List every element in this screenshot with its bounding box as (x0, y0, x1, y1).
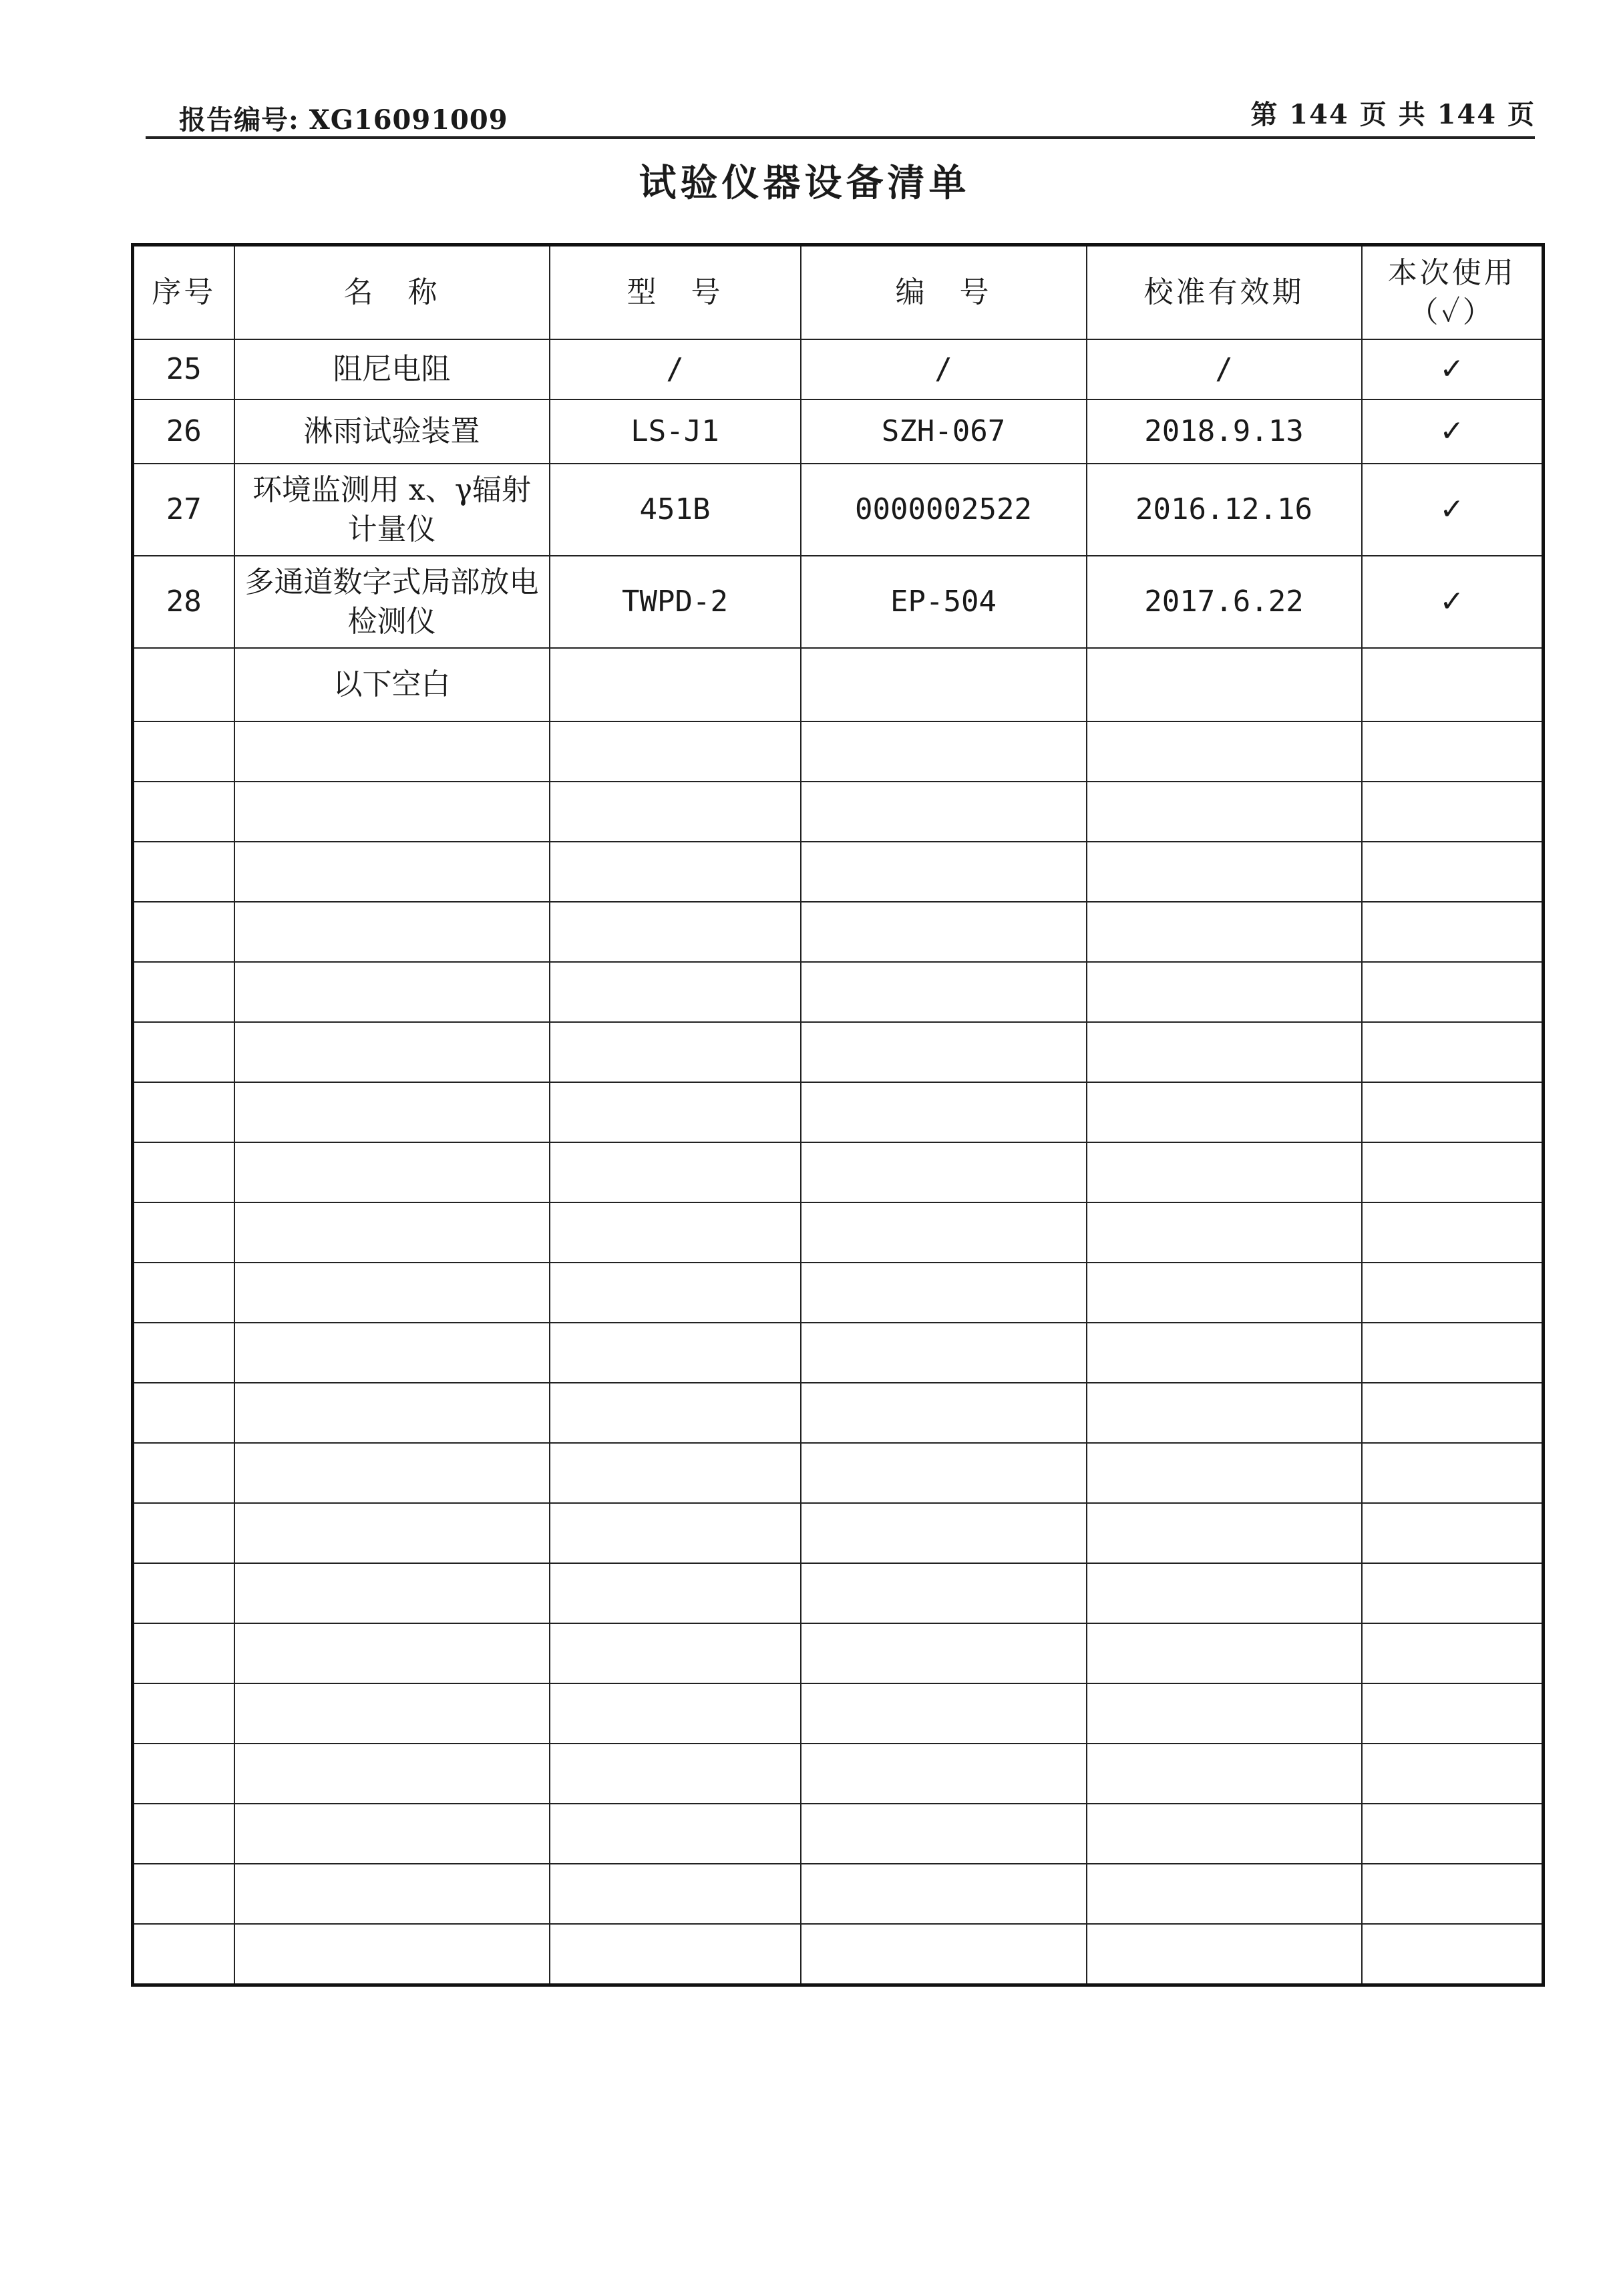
empty-row (133, 1924, 1544, 1985)
empty-cell (1087, 1142, 1362, 1202)
empty-cell (234, 1864, 550, 1924)
empty-cell (550, 1383, 801, 1443)
empty-cell (1362, 782, 1544, 842)
empty-cell (1087, 902, 1362, 962)
cell-serial: / (801, 339, 1087, 399)
empty-row (133, 1804, 1544, 1864)
empty-cell (234, 1443, 550, 1503)
table-row (133, 556, 1544, 648)
table-row (133, 339, 1544, 399)
empty-cell (1362, 1443, 1544, 1503)
empty-cell (550, 842, 801, 902)
cell-name: 淋雨试验装置 (234, 399, 550, 464)
empty-cell (234, 721, 550, 782)
empty-cell (234, 1744, 550, 1804)
empty-cell (1362, 1744, 1544, 1804)
empty-row (133, 1022, 1544, 1082)
empty-cell (1087, 1082, 1362, 1142)
col-header-name: 名 称 (234, 245, 550, 340)
empty-row (133, 1323, 1544, 1383)
empty-cell (234, 1924, 550, 1985)
cell-model: TWPD-2 (550, 556, 801, 648)
empty-cell (550, 1623, 801, 1683)
empty-cell (1362, 1383, 1544, 1443)
empty-cell (133, 962, 234, 1022)
empty-cell (234, 1383, 550, 1443)
empty-cell (550, 782, 801, 842)
cell-used (1362, 648, 1544, 721)
empty-row (133, 782, 1544, 842)
blank-rows (133, 721, 1544, 1985)
empty-cell (1087, 1443, 1362, 1503)
empty-cell (1087, 1202, 1362, 1263)
empty-cell (550, 902, 801, 962)
empty-cell (801, 1082, 1087, 1142)
empty-cell (550, 1202, 801, 1263)
empty-cell (550, 1022, 801, 1082)
empty-cell (133, 1864, 234, 1924)
empty-cell (1087, 721, 1362, 782)
empty-cell (133, 1744, 234, 1804)
empty-cell (801, 1323, 1087, 1383)
empty-cell (1087, 1263, 1362, 1323)
empty-cell (234, 962, 550, 1022)
empty-cell (133, 1924, 234, 1985)
empty-cell (1087, 1804, 1362, 1864)
empty-cell (234, 782, 550, 842)
empty-cell (801, 1443, 1087, 1503)
empty-cell (234, 1804, 550, 1864)
document-title: 试验仪器设备清单 (639, 161, 970, 205)
table-row (133, 648, 1544, 721)
empty-cell (550, 1683, 801, 1744)
report-number: 报告编号: XG16091009 (179, 104, 508, 136)
empty-row (133, 1623, 1544, 1683)
empty-cell (1362, 1082, 1544, 1142)
empty-cell (133, 1022, 234, 1082)
empty-row (133, 962, 1544, 1022)
empty-cell (801, 1202, 1087, 1263)
empty-cell (133, 782, 234, 842)
empty-cell (1087, 1623, 1362, 1683)
cell-model: / (550, 339, 801, 399)
empty-cell (801, 1804, 1087, 1864)
empty-cell (801, 721, 1087, 782)
empty-cell (234, 1263, 550, 1323)
empty-cell (801, 1383, 1087, 1443)
empty-cell (801, 1623, 1087, 1683)
empty-cell (1362, 1503, 1544, 1563)
empty-cell (550, 1263, 801, 1323)
empty-cell (801, 962, 1087, 1022)
empty-cell (1362, 1804, 1544, 1864)
check-icon: ✓ (1362, 399, 1544, 464)
empty-cell (1087, 1864, 1362, 1924)
empty-cell (133, 1804, 234, 1864)
empty-cell (801, 782, 1087, 842)
empty-row (133, 1744, 1544, 1804)
empty-cell (234, 1142, 550, 1202)
cell-model: LS-J1 (550, 399, 801, 464)
empty-cell (133, 1323, 234, 1383)
empty-cell (550, 1804, 801, 1864)
empty-cell (133, 1263, 234, 1323)
cell-valid (1087, 648, 1362, 721)
col-header-model: 型 号 (550, 245, 801, 340)
col-header-serial: 编 号 (801, 245, 1087, 340)
cell-name: 环境监测用 x、γ辐射计量仪 (234, 464, 550, 556)
col-header-used: 本次使用（✓） (1362, 245, 1544, 340)
empty-cell (234, 1082, 550, 1142)
empty-cell (550, 1563, 801, 1623)
empty-cell (1087, 1323, 1362, 1383)
empty-cell (1087, 782, 1362, 842)
empty-cell (234, 1323, 550, 1383)
empty-cell (1362, 1202, 1544, 1263)
empty-row (133, 1683, 1544, 1744)
empty-cell (1087, 1022, 1362, 1082)
empty-row (133, 721, 1544, 782)
empty-cell (550, 1864, 801, 1924)
empty-cell (550, 1924, 801, 1985)
empty-cell (550, 1503, 801, 1563)
cell-name: 阻尼电阻 (234, 339, 550, 399)
empty-cell (1362, 1864, 1544, 1924)
empty-cell (1362, 1022, 1544, 1082)
empty-cell (801, 1563, 1087, 1623)
empty-cell (801, 1142, 1087, 1202)
empty-cell (1087, 842, 1362, 902)
empty-cell (801, 1022, 1087, 1082)
empty-cell (133, 1082, 234, 1142)
empty-cell (801, 1683, 1087, 1744)
table-row (133, 399, 1544, 464)
empty-cell (234, 1022, 550, 1082)
empty-cell (801, 1503, 1087, 1563)
empty-cell (133, 1383, 234, 1443)
empty-cell (801, 902, 1087, 962)
cell-no: 25 (133, 339, 234, 399)
empty-cell (1362, 1924, 1544, 1985)
empty-cell (1362, 1142, 1544, 1202)
empty-row (133, 1082, 1544, 1142)
empty-cell (133, 902, 234, 962)
cell-valid: / (1087, 339, 1362, 399)
cell-serial: SZH-067 (801, 399, 1087, 464)
empty-cell (1087, 1383, 1362, 1443)
empty-row (133, 902, 1544, 962)
empty-cell (234, 842, 550, 902)
check-icon: ✓ (1362, 339, 1544, 399)
empty-cell (550, 1744, 801, 1804)
empty-cell (133, 1683, 234, 1744)
empty-cell (550, 962, 801, 1022)
empty-cell (234, 1563, 550, 1623)
empty-row (133, 1383, 1544, 1443)
cell-model: 451B (550, 464, 801, 556)
empty-cell (133, 1142, 234, 1202)
cell-no: 27 (133, 464, 234, 556)
cell-valid: 2017.6.22 (1087, 556, 1362, 648)
empty-cell (1087, 1924, 1362, 1985)
cell-valid: 2016.12.16 (1087, 464, 1362, 556)
empty-cell (801, 1924, 1087, 1985)
empty-cell (550, 1443, 801, 1503)
empty-cell (801, 1864, 1087, 1924)
check-icon: ✓ (1362, 464, 1544, 556)
empty-cell (1362, 1563, 1544, 1623)
empty-row (133, 842, 1544, 902)
cell-valid: 2018.9.13 (1087, 399, 1362, 464)
empty-cell (133, 1563, 234, 1623)
cell-serial: EP-504 (801, 556, 1087, 648)
header-divider (146, 136, 1535, 139)
equipment-table (131, 243, 1545, 1987)
cell-no: 28 (133, 556, 234, 648)
empty-cell (133, 1202, 234, 1263)
empty-cell (234, 1683, 550, 1744)
cell-no: 26 (133, 399, 234, 464)
empty-cell (133, 1503, 234, 1563)
empty-cell (1087, 962, 1362, 1022)
empty-cell (1362, 721, 1544, 782)
empty-cell (1362, 962, 1544, 1022)
empty-cell (133, 842, 234, 902)
empty-cell (1362, 1623, 1544, 1683)
empty-row (133, 1503, 1544, 1563)
empty-cell (234, 1623, 550, 1683)
empty-cell (550, 721, 801, 782)
empty-cell (801, 1744, 1087, 1804)
empty-row (133, 1202, 1544, 1263)
empty-cell (1362, 902, 1544, 962)
empty-row (133, 1142, 1544, 1202)
empty-row (133, 1563, 1544, 1623)
empty-cell (234, 1503, 550, 1563)
blank-note: 以下空白 (234, 648, 550, 721)
empty-cell (234, 902, 550, 962)
empty-cell (550, 1082, 801, 1142)
empty-cell (133, 1623, 234, 1683)
empty-cell (1087, 1683, 1362, 1744)
empty-row (133, 1443, 1544, 1503)
cell-serial (801, 648, 1087, 721)
empty-cell (550, 1142, 801, 1202)
table-header-row (133, 245, 1544, 340)
empty-row (133, 1263, 1544, 1323)
empty-cell (1087, 1503, 1362, 1563)
empty-cell (234, 1202, 550, 1263)
empty-cell (1362, 842, 1544, 902)
page-info: 第 144 页 共 144 页 (1250, 99, 1536, 130)
empty-cell (133, 721, 234, 782)
empty-cell (1087, 1563, 1362, 1623)
empty-cell (1362, 1683, 1544, 1744)
empty-cell (1362, 1323, 1544, 1383)
cell-model (550, 648, 801, 721)
empty-cell (133, 1443, 234, 1503)
empty-cell (801, 1263, 1087, 1323)
empty-cell (1087, 1744, 1362, 1804)
cell-serial: 0000002522 (801, 464, 1087, 556)
table-row (133, 464, 1544, 556)
cell-no (133, 648, 234, 721)
check-icon: ✓ (1362, 556, 1544, 648)
col-header-valid: 校准有效期 (1087, 245, 1362, 340)
empty-cell (801, 842, 1087, 902)
empty-cell (1362, 1263, 1544, 1323)
cell-name: 多通道数字式局部放电检测仪 (234, 556, 550, 648)
empty-cell (550, 1323, 801, 1383)
empty-row (133, 1864, 1544, 1924)
col-header-no: 序号 (133, 245, 234, 340)
